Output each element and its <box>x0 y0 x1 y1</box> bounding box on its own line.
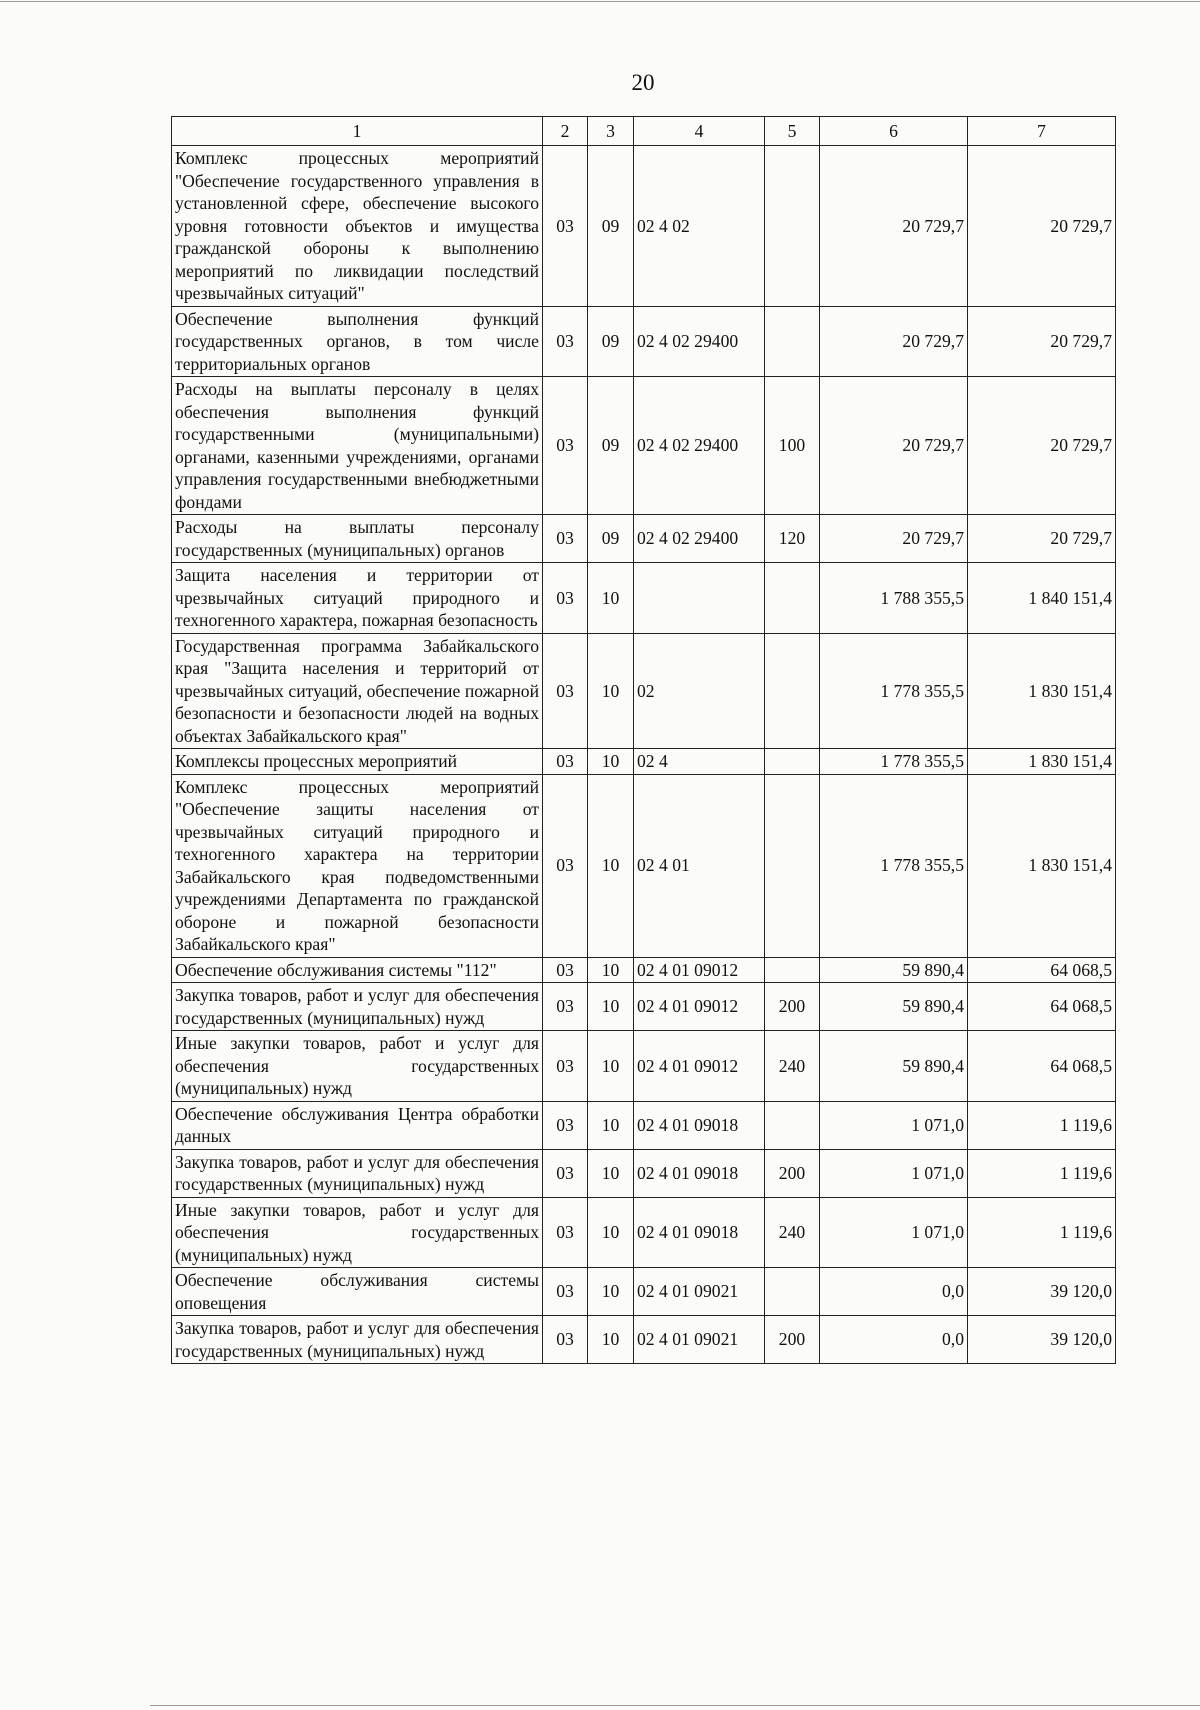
subsection-code: 10 <box>588 1197 634 1268</box>
amount-col6: 1 778 355,5 <box>820 774 968 957</box>
amount-col6: 1 071,0 <box>820 1101 968 1149</box>
table-row <box>172 306 1116 377</box>
amount-col7: 64 068,5 <box>968 983 1116 1031</box>
page-number: 20 <box>631 70 655 95</box>
section-code: 03 <box>543 983 588 1031</box>
amount-col7: 20 729,7 <box>968 515 1116 563</box>
target-article-code <box>634 563 765 634</box>
subsection-code: 10 <box>588 1149 634 1197</box>
row-name: Обеспечение выполнения функций государственных органов, в том числе территориальных органов <box>172 306 543 377</box>
target-article-code: 02 4 01 09012 <box>634 983 765 1031</box>
amount-col6: 1 071,0 <box>820 1149 968 1197</box>
amount-col6: 59 890,4 <box>820 957 968 983</box>
amount-col7: 1 840 151,4 <box>968 563 1116 634</box>
row-name: Закупка товаров, работ и услуг для обеспечения государственных (муниципальных) нужд <box>172 983 543 1031</box>
section-code: 03 <box>543 1101 588 1149</box>
subsection-code: 09 <box>588 515 634 563</box>
amount-col7: 20 729,7 <box>968 377 1116 515</box>
row-name: Закупка товаров, работ и услуг для обеспечения государственных (муниципальных) нужд <box>172 1149 543 1197</box>
section-code: 03 <box>543 306 588 377</box>
expense-type-code <box>765 633 820 749</box>
target-article-code: 02 4 02 29400 <box>634 515 765 563</box>
expense-type-code <box>765 1268 820 1316</box>
amount-col7: 1 830 151,4 <box>968 633 1116 749</box>
table-row <box>172 563 1116 634</box>
expense-type-code: 240 <box>765 1197 820 1268</box>
section-code: 03 <box>543 1316 588 1364</box>
subsection-code: 10 <box>588 1268 634 1316</box>
column-header: 7 <box>968 117 1116 146</box>
table-row <box>172 1316 1116 1364</box>
amount-col6: 1 778 355,5 <box>820 749 968 775</box>
row-name: Расходы на выплаты персоналу государственных (муниципальных) органов <box>172 515 543 563</box>
budget-table <box>171 116 1116 1364</box>
column-header: 4 <box>634 117 765 146</box>
expense-type-code <box>765 563 820 634</box>
target-article-code: 02 4 01 09021 <box>634 1316 765 1364</box>
amount-col7: 1 830 151,4 <box>968 774 1116 957</box>
table-row <box>172 377 1116 515</box>
target-article-code: 02 4 01 09012 <box>634 957 765 983</box>
column-header: 3 <box>588 117 634 146</box>
amount-col7: 1 119,6 <box>968 1101 1116 1149</box>
table-row <box>172 774 1116 957</box>
amount-col6: 20 729,7 <box>820 306 968 377</box>
expense-type-code <box>765 1101 820 1149</box>
amount-col7: 1 119,6 <box>968 1197 1116 1268</box>
expense-type-code <box>765 146 820 307</box>
expense-type-code: 240 <box>765 1031 820 1102</box>
target-article-code: 02 4 02 <box>634 146 765 307</box>
amount-col7: 64 068,5 <box>968 1031 1116 1102</box>
row-name: Иные закупки товаров, работ и услуг для обеспечения государственных (муниципальных) нужд <box>172 1031 543 1102</box>
expense-type-code <box>765 306 820 377</box>
amount-col6: 20 729,7 <box>820 146 968 307</box>
amount-col6: 0,0 <box>820 1268 968 1316</box>
section-code: 03 <box>543 515 588 563</box>
table-row <box>172 633 1116 749</box>
expense-type-code: 200 <box>765 1149 820 1197</box>
subsection-code: 10 <box>588 1031 634 1102</box>
amount-col6: 1 788 355,5 <box>820 563 968 634</box>
amount-col7: 1 119,6 <box>968 1149 1116 1197</box>
row-name: Защита населения и территории от чрезвычайных ситуаций природного и техногенного характера, пожарная безопасность <box>172 563 543 634</box>
expense-type-code <box>765 774 820 957</box>
row-name: Обеспечение обслуживания системы оповещения <box>172 1268 543 1316</box>
target-article-code: 02 <box>634 633 765 749</box>
subsection-code: 10 <box>588 1101 634 1149</box>
section-code: 03 <box>543 1268 588 1316</box>
subsection-code: 10 <box>588 774 634 957</box>
subsection-code: 09 <box>588 377 634 515</box>
subsection-code: 10 <box>588 563 634 634</box>
amount-col6: 1 778 355,5 <box>820 633 968 749</box>
target-article-code: 02 4 02 29400 <box>634 377 765 515</box>
section-code: 03 <box>543 146 588 307</box>
amount-col7: 39 120,0 <box>968 1316 1116 1364</box>
target-article-code: 02 4 <box>634 749 765 775</box>
expense-type-code: 200 <box>765 983 820 1031</box>
subsection-code: 10 <box>588 983 634 1031</box>
section-code: 03 <box>543 1197 588 1268</box>
expense-type-code: 120 <box>765 515 820 563</box>
amount-col6: 20 729,7 <box>820 515 968 563</box>
row-name: Комплексы процессных мероприятий <box>172 749 543 775</box>
table-row <box>172 1268 1116 1316</box>
column-header: 2 <box>543 117 588 146</box>
target-article-code: 02 4 01 09018 <box>634 1197 765 1268</box>
column-header: 5 <box>765 117 820 146</box>
row-name: Государственная программа Забайкальского края "Защита населения и территорий от чрезвычайных ситуаций, обеспечение пожарной безопасности и безопасности людей на водных объектах Забайкальского края" <box>172 633 543 749</box>
table-row <box>172 983 1116 1031</box>
amount-col7: 64 068,5 <box>968 957 1116 983</box>
target-article-code: 02 4 01 09018 <box>634 1101 765 1149</box>
section-code: 03 <box>543 957 588 983</box>
amount-col7: 20 729,7 <box>968 146 1116 307</box>
subsection-code: 10 <box>588 633 634 749</box>
target-article-code: 02 4 02 29400 <box>634 306 765 377</box>
target-article-code: 02 4 01 <box>634 774 765 957</box>
table-row <box>172 1101 1116 1149</box>
row-name: Обеспечение обслуживания Центра обработки данных <box>172 1101 543 1149</box>
amount-col6: 1 071,0 <box>820 1197 968 1268</box>
subsection-code: 09 <box>588 306 634 377</box>
amount-col6: 59 890,4 <box>820 1031 968 1102</box>
subsection-code: 10 <box>588 957 634 983</box>
expense-type-code: 200 <box>765 1316 820 1364</box>
table-row <box>172 1031 1116 1102</box>
column-header: 1 <box>172 117 543 146</box>
table-row <box>172 749 1116 775</box>
amount-col7: 39 120,0 <box>968 1268 1116 1316</box>
section-code: 03 <box>543 377 588 515</box>
subsection-code: 10 <box>588 1316 634 1364</box>
table-row <box>172 515 1116 563</box>
row-name: Закупка товаров, работ и услуг для обеспечения государственных (муниципальных) нужд <box>172 1316 543 1364</box>
row-name: Расходы на выплаты персоналу в целях обеспечения выполнения функций государственными (муниципальными) органами, казенными учреждениями, органами управления государственными внебюджетными фондами <box>172 377 543 515</box>
row-name: Комплекс процессных мероприятий "Обеспечение защиты населения от чрезвычайных ситуаций природного и техногенного характера на территории Забайкальского края подведомственными учреждениями Департамента по гражданской обороне и пожарной безопасности Забайкальского края" <box>172 774 543 957</box>
section-code: 03 <box>543 774 588 957</box>
scan-edge-bottom <box>150 1705 1200 1706</box>
scan-edge-top <box>0 1 1200 2</box>
column-header: 6 <box>820 117 968 146</box>
row-name: Иные закупки товаров, работ и услуг для обеспечения государственных (муниципальных) нужд <box>172 1197 543 1268</box>
section-code: 03 <box>543 563 588 634</box>
amount-col6: 59 890,4 <box>820 983 968 1031</box>
row-name: Обеспечение обслуживания системы "112" <box>172 957 543 983</box>
expense-type-code <box>765 749 820 775</box>
table-header-row <box>172 117 1116 146</box>
subsection-code: 09 <box>588 146 634 307</box>
row-name: Комплекс процессных мероприятий "Обеспечение государственного управления в установленной сфере, обеспечение высокого уровня готовности объектов и имущества гражданской обороны к выполнению мероприятий по ликвидации последствий чрезвычайных ситуаций" <box>172 146 543 307</box>
target-article-code: 02 4 01 09018 <box>634 1149 765 1197</box>
section-code: 03 <box>543 1149 588 1197</box>
table-row <box>172 1149 1116 1197</box>
amount-col6: 0,0 <box>820 1316 968 1364</box>
section-code: 03 <box>543 1031 588 1102</box>
target-article-code: 02 4 01 09012 <box>634 1031 765 1102</box>
subsection-code: 10 <box>588 749 634 775</box>
table-row <box>172 146 1116 307</box>
table-row <box>172 957 1116 983</box>
target-article-code: 02 4 01 09021 <box>634 1268 765 1316</box>
section-code: 03 <box>543 749 588 775</box>
amount-col7: 1 830 151,4 <box>968 749 1116 775</box>
amount-col6: 20 729,7 <box>820 377 968 515</box>
expense-type-code <box>765 957 820 983</box>
expense-type-code: 100 <box>765 377 820 515</box>
table-row <box>172 1197 1116 1268</box>
amount-col7: 20 729,7 <box>968 306 1116 377</box>
section-code: 03 <box>543 633 588 749</box>
